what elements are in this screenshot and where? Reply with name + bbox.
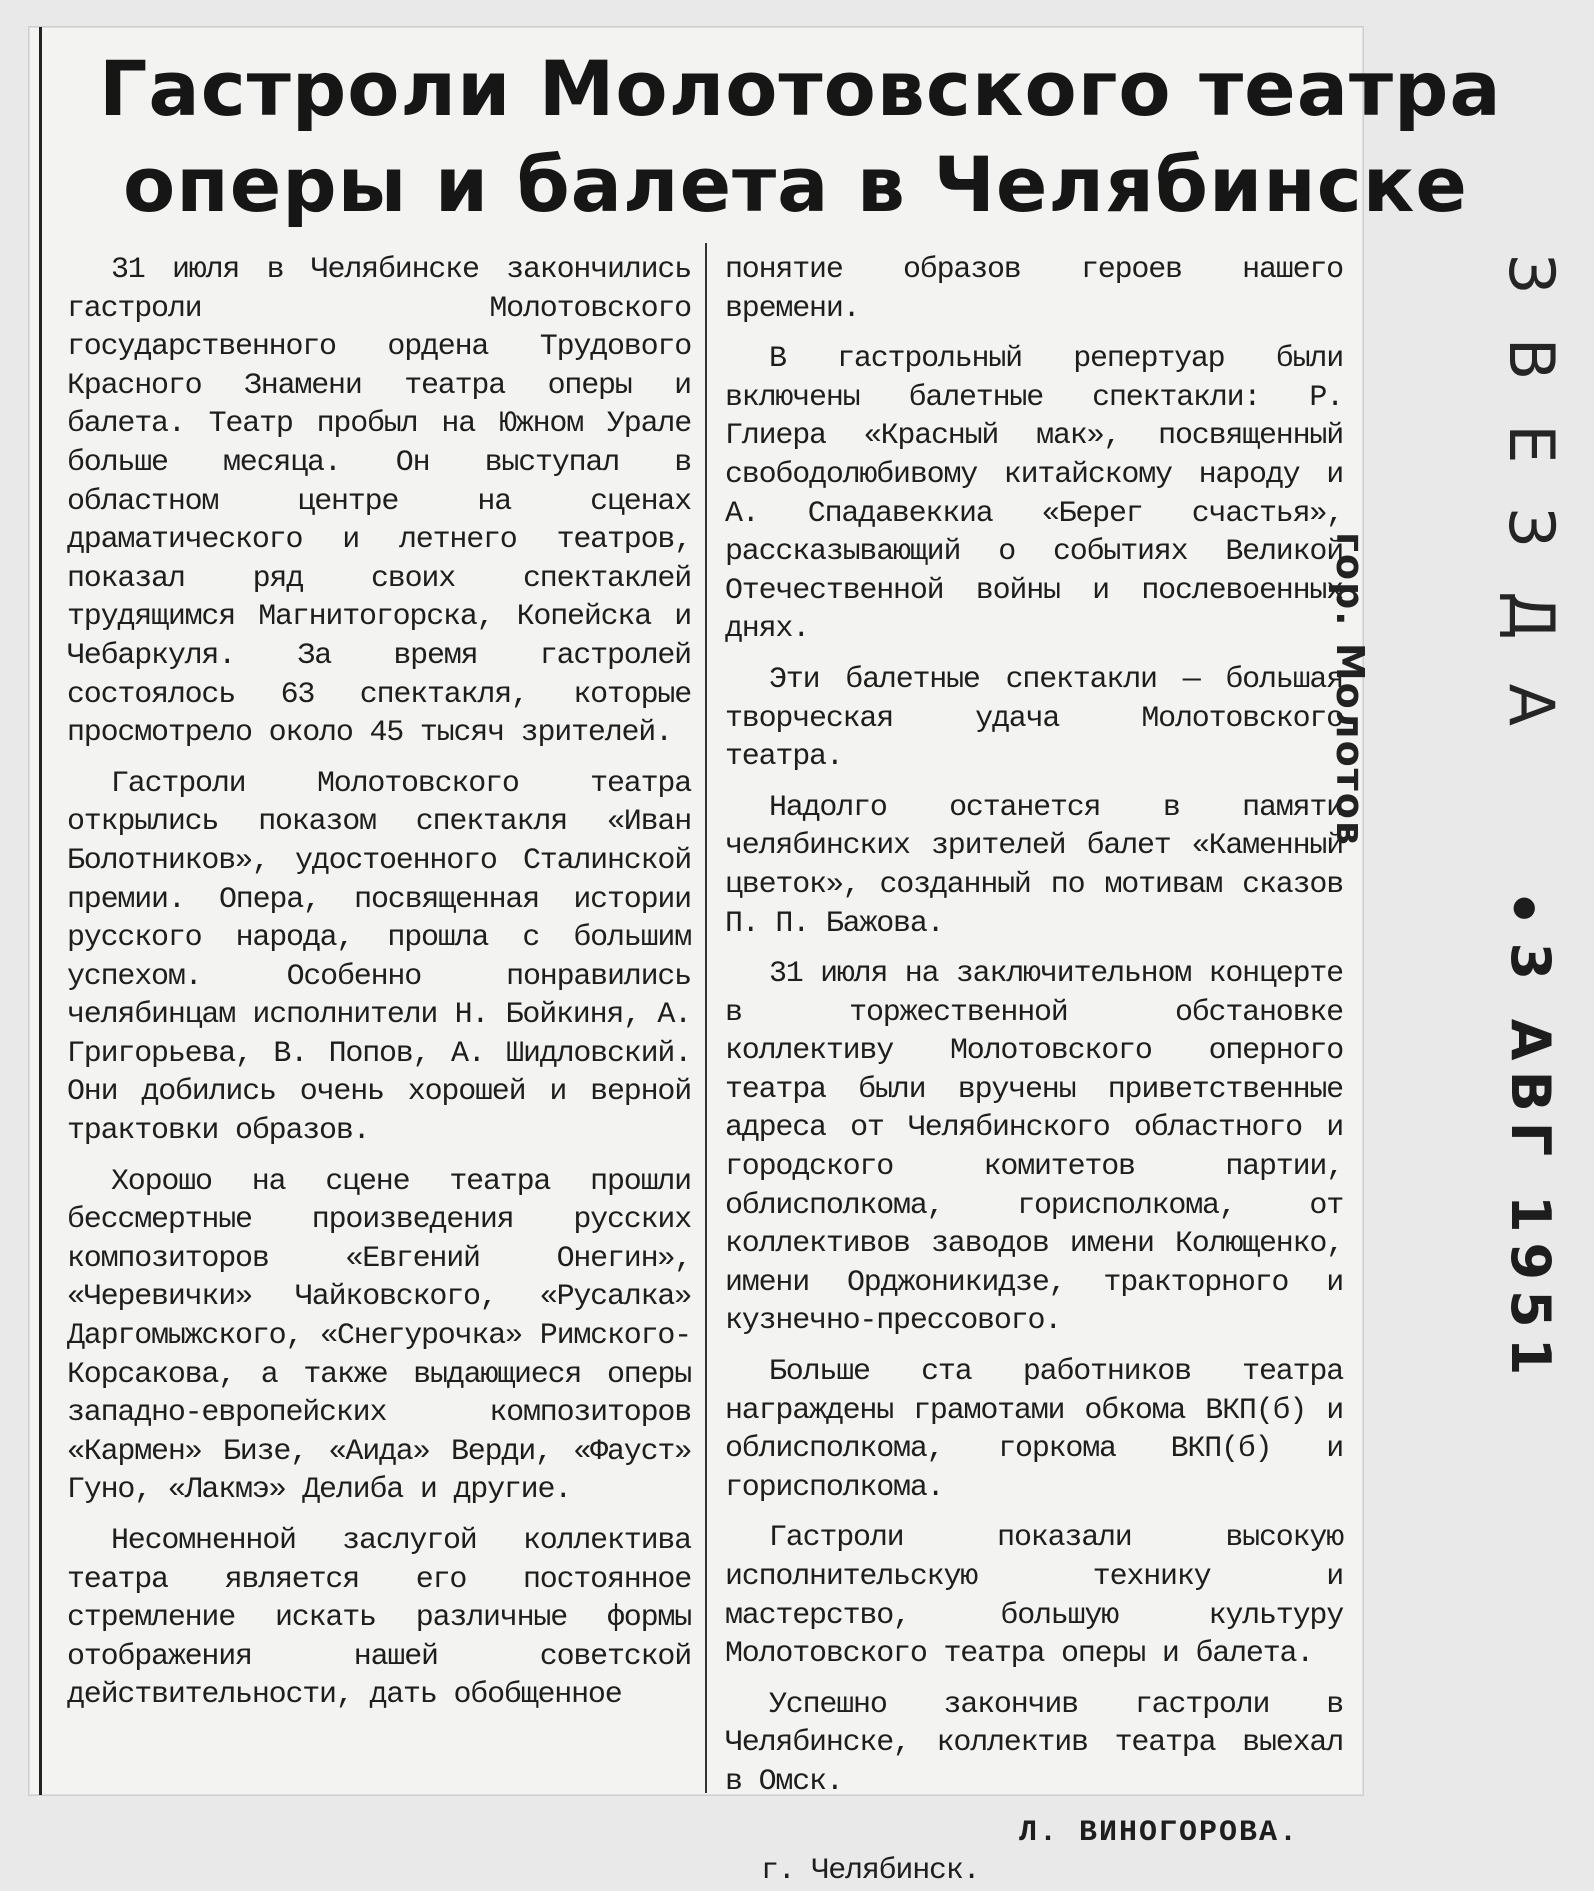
bullet-icon: ● (1510, 896, 1544, 931)
clipping-edge-rule (39, 27, 42, 1795)
newspaper-name: ЗВЕЗДА (1495, 254, 1568, 771)
column-divider (705, 243, 707, 1793)
paragraph-3: Хорошо на сцене театра прошли бессмертные произведения русских композиторов «Евгений Онегин», «Черевички» Чайковского, «Русалка» Даргомыжского, «Снегурочка» Римского-Корсакова, а также выдающиеся оперы западно-европейских композиторов «Кармен» Бизе, «Аида» Верди, «Фауст» Гуно, «Лакмэ» Делиба и другие. (67, 1164, 691, 1508)
paragraph-11: Успешно закончив гастроли в Челябинске, коллектив театра выехал в Омск. (725, 1687, 1343, 1799)
article-dateline: г. Челябинск. (761, 1854, 980, 1889)
date-stamp-text: 3 АВГ 1951 (1499, 942, 1562, 1386)
author-signature: Л. ВИНОГОРОВА. (1018, 1815, 1299, 1850)
article-column-left (67, 251, 691, 1715)
newspaper-clipping (28, 26, 1502, 1889)
paragraph-4-continuation: понятие образов героев нашего времени. (725, 253, 1343, 326)
paragraph-8: 31 июля на заключительном концерте в торжественной обстановке коллективу Молотовского оперного театра были вручены приветственные адреса от Челябинского областного и городского комитетов партии, облисполкома, горисполкома, от коллективов заводов имени Колющенко, имени Орджоникидзе, тракторного и кузнечно-прессового. (725, 957, 1343, 1339)
date-stamp (1499, 896, 1562, 1385)
headline-line-1: Гастроли Молотовского театра (99, 44, 1502, 133)
paragraph-4: Несомненной заслугой коллектива театра является его постоянное стремление искать различные формы отображения нашей советской действительности, дать обобщенное (67, 1524, 691, 1713)
article-headline (69, 41, 1502, 233)
paragraph-7: Надолго останется в памяти челябинских зрителей балет «Каменный цветок», созданный по мотивам сказов П. П. Бажова. (725, 790, 1343, 941)
newspaper-source-label (1328, 240, 1572, 1386)
paragraph-2: Гастроли Молотовского театра открылись показом спектакля «Иван Болотников», удостоенного Сталинской премии. Опера, посвященная истории русского народа, прошла с большим успехом. Особенно понравились челябинцам исполнители Н. Бойкиня, А. Григорьева, В. Попов, А. Шидловский. Они добились очень хорошей и верной трактовки образов. (67, 766, 691, 1149)
source-city: гор. Молотов (1328, 532, 1372, 847)
headline-line-2: оперы и балета в Челябинске (123, 140, 1468, 229)
paragraph-9: Больше ста работников театра награждены грамотами обкома ВКП(б) и облисполкома, горкома ВКП(б) и горисполкома. (725, 1355, 1343, 1505)
paragraph-5: В гастрольный репертуар были включены балетные спектакли: Р. Глиера «Красный мак», посвященный свободолюбивому китайскому народу и А. Спадавеккиа «Берег счастья», рассказывающий о событиях Великой Отечественной войны и послевоенных днях. (725, 342, 1343, 647)
paragraph-6: Эти балетные спектакли — большая творческая удача Молотовского театра. (725, 662, 1343, 775)
paragraph-1: 31 июля в Челябинске закончились гастроли Молотовского государственного ордена Трудового Красного Знамени театра оперы и балета. Театр пробыл на Южном Урале больше месяца. Он выступал в областном центре на сценах драматического и летнего театров, показал ряд своих спектаклей трудящимся Магнитогорска, Копейска и Чебаркуля. За время гастролей состоялось 63 спектакля, которые просмотрело около 45 тысяч зрителей. (67, 253, 691, 751)
article-column-right (725, 251, 1343, 1891)
paragraph-10: Гастроли показали высокую исполнительскую технику и мастерство, большую культуру Молотовского театра оперы и балета. (725, 1521, 1343, 1672)
